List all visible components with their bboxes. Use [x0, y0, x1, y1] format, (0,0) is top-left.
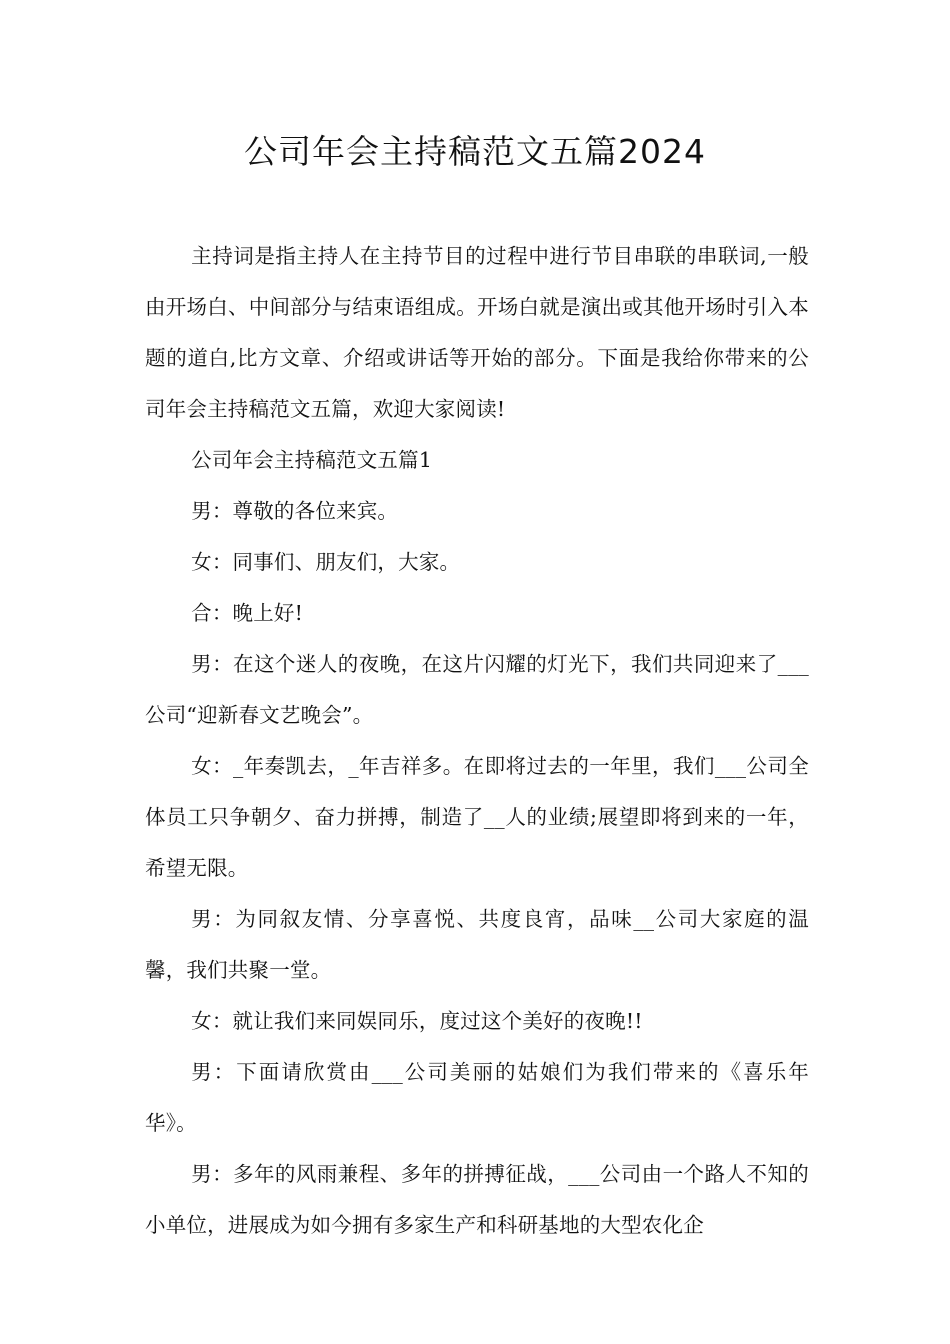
dialogue-line: 合：晚上好! — [191, 601, 304, 625]
dialogue-line: 女：_年奏凯去，_年吉祥多。在即将过去的一年里，我们___公司全体员工只争朝夕、奋力拼搏，制造了__人的业绩;展望即将到来的一年，希望无限。 — [145, 754, 809, 880]
document-body — [145, 231, 809, 1251]
dialogue-line: 男：多年的风雨兼程、多年的拼搏征战，___公司由一个路人不知的小单位，进展成为如今拥有多家生产和科研基地的大型农化企 — [145, 1162, 809, 1237]
dialogue-line: 女：就让我们来同娱同乐，度过这个美好的夜晚!! — [191, 1009, 643, 1033]
dialogue-line: 男：下面请欣赏由___公司美丽的姑娘们为我们带来的《喜乐年华》。 — [145, 1060, 809, 1135]
document-title: 公司年会主持稿范文五篇2024 — [244, 132, 706, 171]
dialogue-line: 男：在这个迷人的夜晚，在这片闪耀的灯光下，我们共同迎来了___公司“迎新春文艺晚会”。 — [145, 652, 809, 727]
dialogue-line: 女：同事们、朋友们，大家。 — [191, 550, 461, 574]
dialogue-line: 男：尊敬的各位来宾。 — [191, 499, 399, 523]
dialogue-line: 男：为同叙友情、分享喜悦、共度良宵，品味__公司大家庭的温馨，我们共聚一堂。 — [145, 907, 809, 982]
intro-paragraph: 主持词是指主持人在主持节目的过程中进行节目串联的串联词,一般由开场白、中间部分与结束语组成。开场白就是演出或其他开场时引入本题的道白,比方文章、介绍或讲话等开始的部分。下面是我给你带来的公司年会主持稿范文五篇，欢迎大家阅读! — [145, 244, 809, 421]
section-heading: 公司年会主持稿范文五篇1 — [191, 448, 433, 472]
